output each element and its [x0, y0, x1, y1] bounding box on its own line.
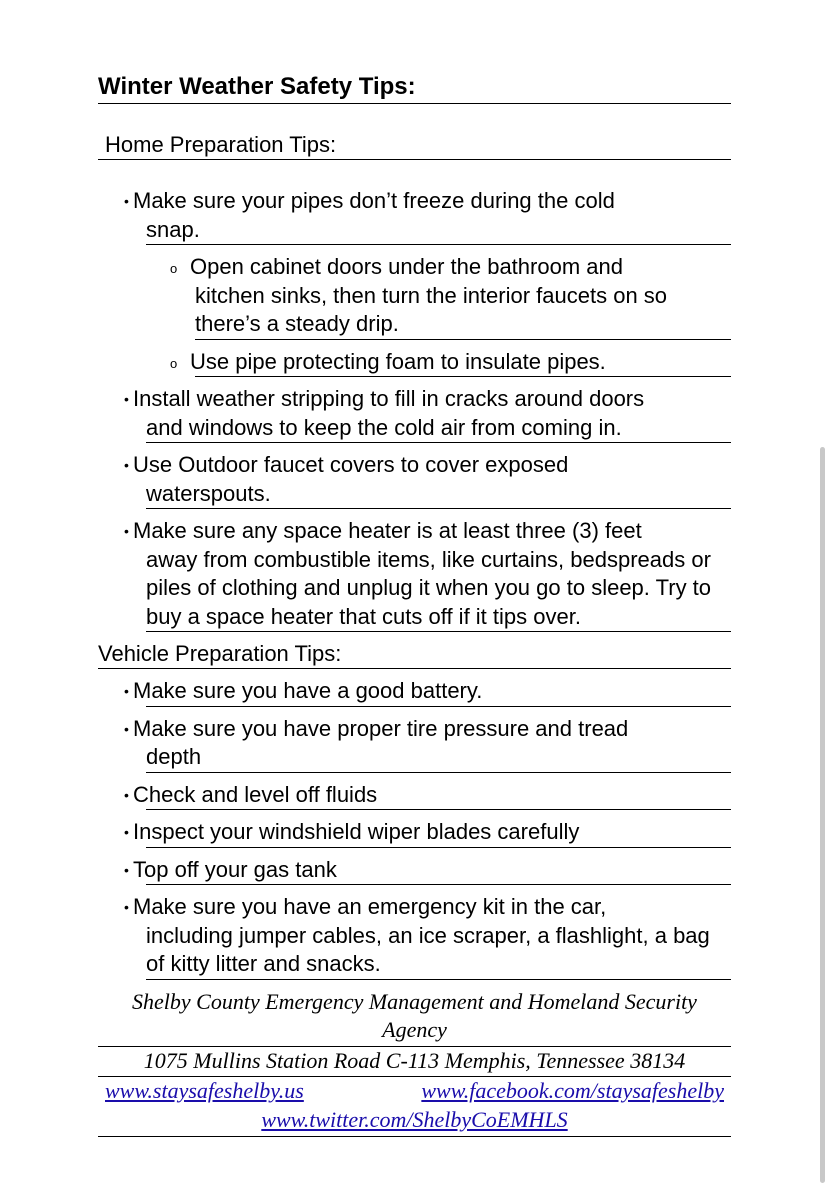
- facebook-link[interactable]: www.facebook.com/staysafeshelby: [421, 1078, 724, 1103]
- bullet-icon: •: [124, 683, 129, 699]
- bullet-icon: •: [124, 899, 129, 915]
- list-item: • Make sure you have a good battery.: [146, 677, 731, 707]
- list-item: • Install weather stripping to fill in cracks around doors and windows to keep the cold air from coming in.: [146, 385, 731, 443]
- bullet-icon: •: [124, 523, 129, 539]
- list-item: • Check and level off fluids: [146, 781, 731, 811]
- sub-list-item: o Use pipe protecting foam to insulate pipes.: [195, 348, 731, 378]
- scrollbar[interactable]: [820, 447, 825, 1183]
- document: [98, 72, 731, 1137]
- bullet-icon: •: [124, 861, 129, 878]
- vehicle-section-heading: Vehicle Preparation Tips:: [98, 640, 731, 669]
- list-item: • Make sure your pipes don’t freeze during the cold snap.: [146, 187, 731, 245]
- footer-links: [98, 1077, 731, 1137]
- circle-bullet-icon: o: [170, 355, 178, 371]
- twitter-link[interactable]: www.twitter.com/ShelbyCoEMHLS: [261, 1106, 568, 1132]
- footer: [98, 988, 731, 1138]
- bullet-icon: •: [124, 193, 129, 209]
- list-item: • Make sure you have proper tire pressure and tread depth: [146, 715, 731, 773]
- bullet-icon: •: [124, 824, 129, 840]
- sub-list-item: o Open cabinet doors under the bathroom and kitchen sinks, then turn the interior faucets on so there’s a steady drip.: [195, 253, 731, 340]
- agency-address: 1075 Mullins Station Road C-113 Memphis, Tennessee 38134: [98, 1047, 731, 1078]
- list-item: • Top off your gas tank: [146, 856, 731, 886]
- list-item: • Inspect your windshield wiper blades carefully: [146, 818, 731, 848]
- list-item: • Make sure you have an emergency kit in the car, including jumper cables, an ice scraper, a flashlight, a bag of kitty litter and snacks.: [146, 893, 731, 980]
- page-title: Winter Weather Safety Tips:: [98, 72, 731, 104]
- bullet-icon: •: [124, 391, 129, 407]
- home-section-heading: Home Preparation Tips:: [98, 131, 731, 160]
- website-link[interactable]: www.staysafeshelby.us: [105, 1078, 304, 1103]
- circle-bullet-icon: o: [170, 261, 178, 276]
- bullet-icon: •: [124, 786, 129, 803]
- agency-name: Shelby County Emergency Management and Homeland Security Agency: [98, 988, 731, 1047]
- list-item: • Use Outdoor faucet covers to cover exposed waterspouts.: [146, 451, 731, 509]
- bullet-icon: •: [124, 720, 129, 737]
- bullet-icon: •: [124, 457, 129, 473]
- list-item: • Make sure any space heater is at least three (3) feet away from combustible items, like curtains, bedspreads or piles of clothing and unplug it when you go to sleep. Try to buy a space heater that cuts off if it tips over.: [146, 517, 731, 632]
